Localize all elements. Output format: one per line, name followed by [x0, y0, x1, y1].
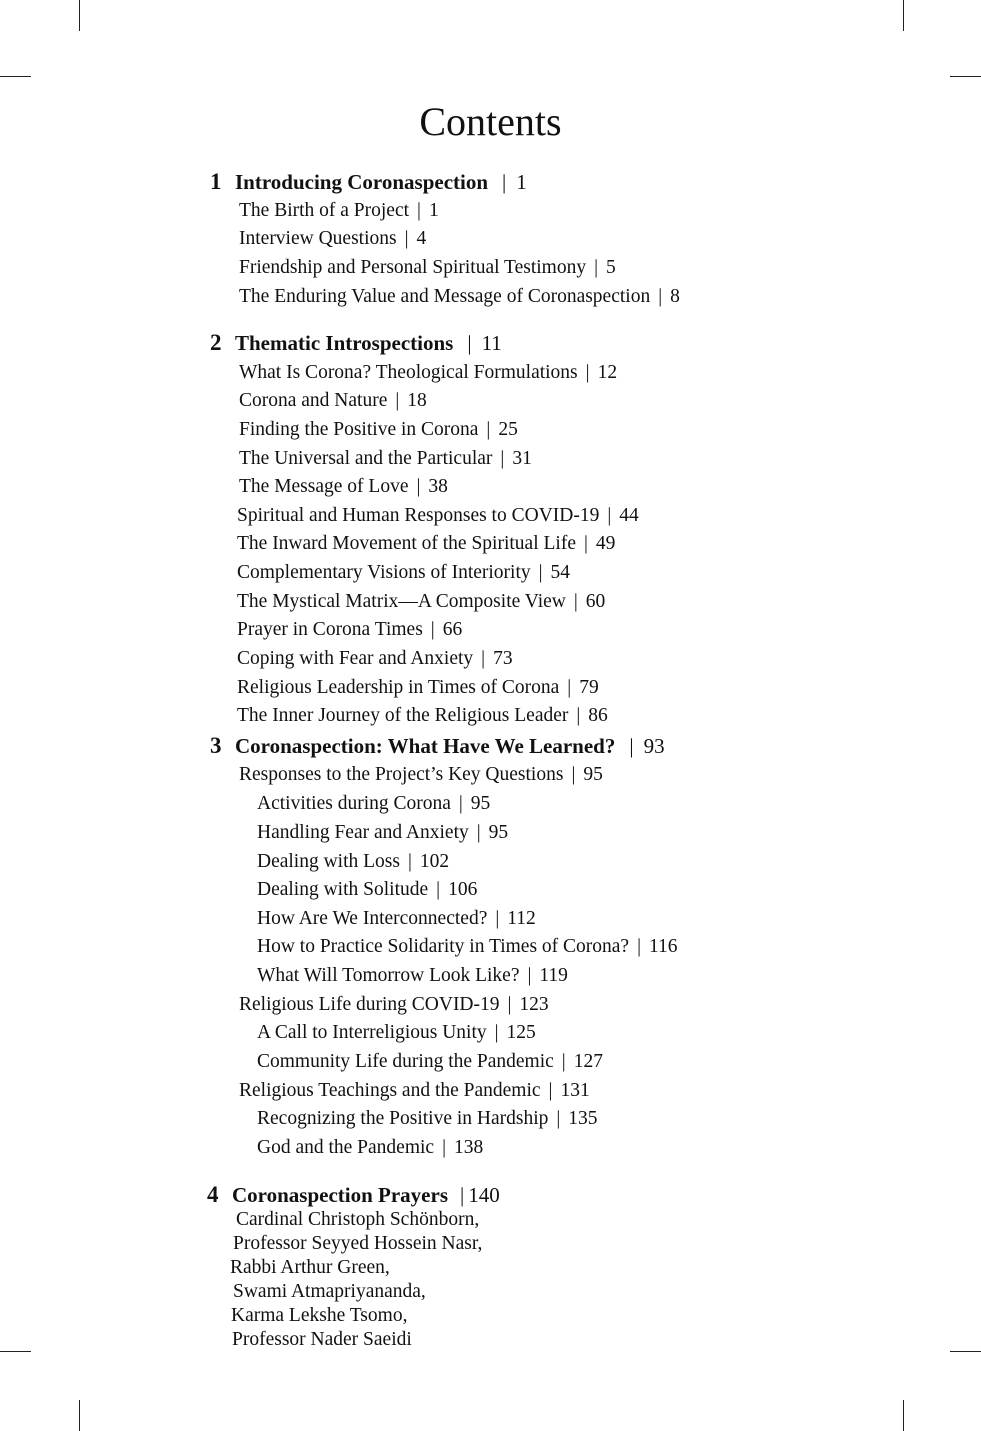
toc-entry: [257, 1020, 536, 1046]
separator: |: [594, 257, 598, 278]
separator: |: [607, 505, 612, 526]
entry-title: Community Life during the Pandemic: [257, 1051, 554, 1072]
entry-title: Handling Fear and Anxiety: [257, 822, 469, 843]
chapter-heading: [207, 1182, 500, 1208]
entry-title: Complementary Visions of Interiority: [237, 562, 531, 583]
page-number: 119: [539, 965, 568, 986]
page-number: 31: [512, 448, 532, 469]
toc-entry: [257, 906, 536, 932]
page-number: 11: [481, 331, 502, 355]
author-line: Cardinal Christoph Schönborn,: [236, 1209, 480, 1230]
page-number: 5: [606, 257, 616, 278]
toc-entry: [237, 646, 513, 672]
page-number: 49: [595, 533, 616, 554]
entry-title: Spiritual and Human Responses to COVID-19: [237, 505, 600, 526]
entry-title: Recognizing the Positive in Hardship: [257, 1108, 549, 1129]
author-line: Rabbi Arthur Green,: [230, 1257, 390, 1278]
author-line: Professor Seyyed Hossein Nasr,: [233, 1233, 483, 1254]
toc-entry: [257, 791, 490, 817]
chapter-title: Coronaspection Prayers: [232, 1183, 448, 1207]
toc-entry: [239, 388, 427, 414]
toc-entry: [239, 1078, 590, 1104]
entry-title: Dealing with Loss: [257, 851, 400, 872]
toc-entry: [237, 703, 608, 729]
page-number: 4: [416, 228, 427, 249]
entry-title: The Enduring Value and Message of Coronaspection: [239, 286, 651, 307]
author-line: Swami Atmapriyananda,: [233, 1281, 426, 1302]
entry-title: Interview Questions: [239, 228, 397, 249]
entry-title: How to Practice Solidarity in Times of Corona?: [257, 936, 630, 957]
entry-title: Responses to the Project’s Key Questions: [239, 764, 564, 785]
separator: |: [585, 362, 590, 383]
toc-entry: [237, 531, 615, 557]
chapter-title: Coronaspection: What Have We Learned?: [235, 734, 616, 758]
page-number: 112: [507, 908, 536, 929]
chapter-number: 1: [210, 169, 222, 194]
page-number: 127: [573, 1051, 603, 1072]
entry-title: Activities during Corona: [257, 793, 451, 814]
page-number: 79: [579, 677, 599, 698]
separator: |: [507, 994, 512, 1015]
separator: |: [548, 1080, 553, 1101]
separator: |: [430, 619, 435, 640]
entry-title: Prayer in Corona Times: [237, 619, 423, 640]
toc-entry: [257, 1049, 603, 1075]
chapter-number: 2: [210, 330, 222, 355]
separator: |: [442, 1137, 446, 1158]
toc-entry: [257, 963, 568, 989]
toc-entry: [239, 474, 448, 500]
chapter-heading: [210, 330, 502, 356]
page-number: 8: [670, 286, 680, 307]
entry-title: A Call to Interreligious Unity: [257, 1022, 487, 1043]
entry-title: Religious Teachings and the Pandemic: [239, 1080, 541, 1101]
separator: |: [561, 1051, 566, 1072]
page-number: 95: [470, 793, 491, 814]
page-title: Contents: [419, 99, 562, 144]
page-number: 102: [419, 851, 450, 872]
separator: |: [486, 419, 491, 440]
page-number: 131: [560, 1080, 590, 1101]
page-number: 125: [506, 1022, 536, 1043]
separator: |: [527, 965, 532, 986]
toc-entry: [257, 849, 449, 875]
toc-entry: [257, 877, 477, 903]
separator: |: [416, 476, 421, 497]
crop-mark: [0, 76, 31, 77]
toc-entry: [237, 589, 605, 615]
page-number: 86: [588, 705, 608, 726]
toc-entry: [239, 284, 680, 310]
separator: |: [658, 286, 663, 307]
page-number: 38: [428, 476, 448, 497]
page-number: 1: [516, 170, 527, 194]
separator: |: [458, 793, 463, 814]
toc-entry: [237, 503, 639, 529]
crop-mark: [903, 0, 904, 31]
toc-entry: [239, 255, 616, 281]
entry-title: Corona and Nature: [239, 390, 388, 411]
toc-entry: [257, 934, 678, 960]
toc-entry: [257, 820, 508, 846]
separator: |: [436, 879, 441, 900]
separator: |: [417, 200, 421, 221]
separator: |: [538, 562, 543, 583]
page-number: 140: [468, 1183, 500, 1207]
entry-title: The Message of Love: [239, 476, 409, 497]
toc-entry: [239, 360, 617, 386]
separator: |: [502, 170, 507, 194]
page-number: 54: [550, 562, 571, 583]
toc-entry: [239, 446, 532, 472]
toc-entry: [257, 1135, 483, 1161]
crop-mark: [0, 1351, 31, 1352]
separator: |: [571, 764, 576, 785]
toc-entry: [239, 992, 549, 1018]
page-number: 25: [498, 419, 518, 440]
entry-title: The Birth of a Project: [239, 200, 410, 221]
separator: |: [494, 1022, 499, 1043]
author-line: Professor Nader Saeidi: [232, 1329, 412, 1350]
separator: |: [576, 705, 581, 726]
entry-title: Finding the Positive in Corona: [239, 419, 479, 440]
entry-title: Religious Life during COVID-19: [239, 994, 500, 1015]
separator: |: [460, 1183, 465, 1207]
page-number: 44: [619, 505, 639, 526]
separator: |: [481, 648, 486, 669]
toc-entry: [237, 675, 599, 701]
entry-title: The Mystical Matrix—A Composite View: [237, 591, 566, 612]
toc-entry: [239, 198, 439, 224]
page-number: 73: [493, 648, 513, 669]
toc-entry: [237, 560, 570, 586]
entry-title: How Are We Interconnected?: [257, 908, 488, 929]
separator: |: [500, 448, 505, 469]
separator: |: [556, 1108, 561, 1129]
chapter-number: 4: [207, 1182, 219, 1207]
entry-title: What Will Tomorrow Look Like?: [257, 965, 520, 986]
page-number: 1: [428, 200, 439, 221]
crop-mark: [950, 76, 981, 77]
page-number: 95: [488, 822, 509, 843]
toc-entry: [239, 226, 426, 252]
crop-mark: [903, 1400, 904, 1431]
toc-entry: [237, 617, 462, 643]
page-number: 138: [454, 1137, 484, 1158]
page-number: 116: [649, 936, 678, 957]
separator: |: [583, 533, 588, 554]
separator: |: [573, 591, 578, 612]
chapter-heading: [210, 169, 527, 195]
separator: |: [395, 390, 400, 411]
page-number: 18: [407, 390, 427, 411]
entry-title: God and the Pandemic: [257, 1137, 435, 1158]
chapter-title: Introducing Coronaspection: [235, 170, 489, 194]
separator: |: [407, 851, 412, 872]
entry-title: Friendship and Personal Spiritual Testimony: [239, 257, 587, 278]
toc-entry: [257, 1106, 598, 1132]
entry-title: The Universal and the Particular: [239, 448, 493, 469]
chapter-title: Thematic Introspections: [235, 331, 454, 355]
separator: |: [495, 908, 500, 929]
entry-title: The Inner Journey of the Religious Leader: [237, 705, 569, 726]
page-number: 12: [597, 362, 618, 383]
page-number: 123: [519, 994, 549, 1015]
page-number: 95: [583, 764, 603, 785]
separator: |: [404, 228, 409, 249]
page-number: 106: [448, 879, 478, 900]
page-number: 93: [643, 734, 665, 758]
toc-entry: [239, 417, 518, 443]
crop-mark: [79, 1400, 80, 1431]
entry-title: Dealing with Solitude: [257, 879, 429, 900]
separator: |: [629, 734, 634, 758]
crop-mark: [79, 0, 80, 31]
separator: |: [637, 936, 641, 957]
entry-title: Coping with Fear and Anxiety: [237, 648, 474, 669]
chapter-number: 3: [210, 733, 222, 758]
entry-title: Religious Leadership in Times of Corona: [237, 677, 560, 698]
page-number: 60: [585, 591, 606, 612]
toc-entry: [239, 762, 603, 788]
page-number: 135: [568, 1108, 598, 1129]
entry-title: The Inward Movement of the Spiritual Life: [237, 533, 576, 554]
entry-title: What Is Corona? Theological Formulations: [239, 362, 578, 383]
chapter-heading: [210, 733, 665, 759]
crop-mark: [950, 1351, 981, 1352]
separator: |: [476, 822, 481, 843]
author-line: Karma Lekshe Tsomo,: [231, 1305, 408, 1326]
page-number: 66: [442, 619, 463, 640]
separator: |: [567, 677, 572, 698]
separator: |: [467, 331, 472, 355]
